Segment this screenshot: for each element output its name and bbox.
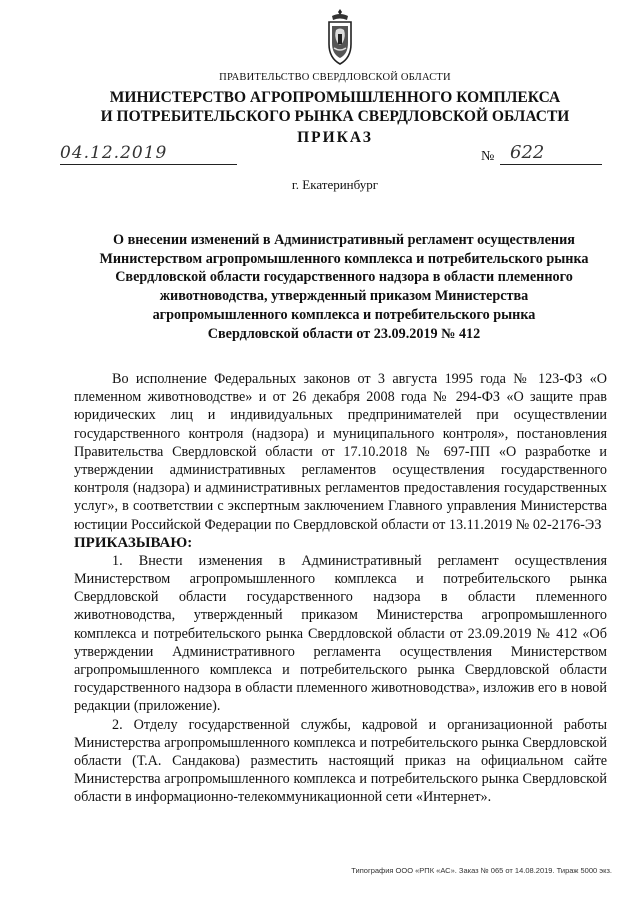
city: г. Екатеринбург	[291, 177, 379, 192]
order-date: 04.12.2019	[60, 143, 168, 163]
preamble-paragraph: Во исполнение Федеральных законов от 3 августа 1995 года № 123-ФЗ «О племенном животноводстве» и от 26 декабря 2008 года № 294-ФЗ «О защите прав юридических лиц и индивидуальных предпринимателей при осуществлении государственного контроля (надзора) и муниципального контроля», постановления Правительства Свердловской области от 17.10.2018 № 697-ПП «О разработке и утверждении административных регламентов осуществления государственного контроля (надзора) и административных регламентов предоставления государственных услуг», в соответствии с экспертным заключением Главного управления Министерства юстиции Российской Федерации по Свердловской области от 13.11.2019 № 02-2176-ЭЗ	[74, 371, 607, 533]
number-label: №	[481, 149, 495, 164]
order-number: 622	[510, 142, 545, 163]
title-line: агропромышленного комплекса и потребительского рынка	[152, 306, 536, 323]
title-line: О внесении изменений в Административный регламент осуществления	[113, 232, 575, 248]
order-title: ПРИКАЗ	[297, 129, 373, 146]
ministry-name	[0, 88, 640, 126]
ministry-name-line: И ПОТРЕБИТЕЛЬСКОГО РЫНКА СВЕРДЛОВСКОЙ ОБЛАСТИ	[100, 108, 570, 125]
title-line: Министерством агропромышленного комплекса и потребительского рынка	[99, 250, 589, 267]
title-line: Свердловской области от 23.09.2019 № 412	[207, 325, 481, 342]
title-line: Свердловской области государственного надзора в области племенного	[115, 269, 573, 286]
government-name: ПРАВИТЕЛЬСТВО СВЕРДЛОВСКОЙ ОБЛАСТИ	[219, 72, 451, 83]
order-item-1: 1. Внести изменения в Административный регламент осуществления Министерством агропромышленного комплекса и потребительского рынка Свердловской области государственного надзора в области племенного животноводства, утвержденный приказом Министерства агропромышленного комплекса и потребительского рынка Свердловской области от 23.09.2019 № 412 «Об утверждении Административного регламента осуществления Министерством агропромышленного комплекса и потребительского рынка Свердловской области государственного надзора в области племенного животноводства», изложив его в новой редакции (приложение).	[74, 552, 607, 715]
order-item-2: 2. Отделу государственной службы, кадровой и организационной работы Министерства агропромышленного комплекса и потребительского рынка Свердловской области (Т.А. Сандакова) разместить настоящий приказ на официальном сайте Министерства агропромышленного комплекса и потребительского рынка Свердловской области в информационно-телекоммуникационной сети «Интернет».	[74, 716, 607, 806]
print-info: Типография ООО «РПК «АС». Заказ № 065 от 14.08.2019. Тираж 5000 экз.	[351, 866, 612, 875]
document-title	[74, 231, 614, 343]
coat-of-arms-icon	[326, 8, 354, 70]
document-body	[74, 370, 607, 807]
ministry-name-line: МИНИСТЕРСТВО АГРОПРОМЫШЛЕННОГО КОМПЛЕКСА	[109, 89, 561, 106]
title-line: животноводства, утвержденный приказом Министерства	[159, 288, 529, 305]
order-word: ПРИКАЗЫВАЮ:	[74, 534, 193, 551]
